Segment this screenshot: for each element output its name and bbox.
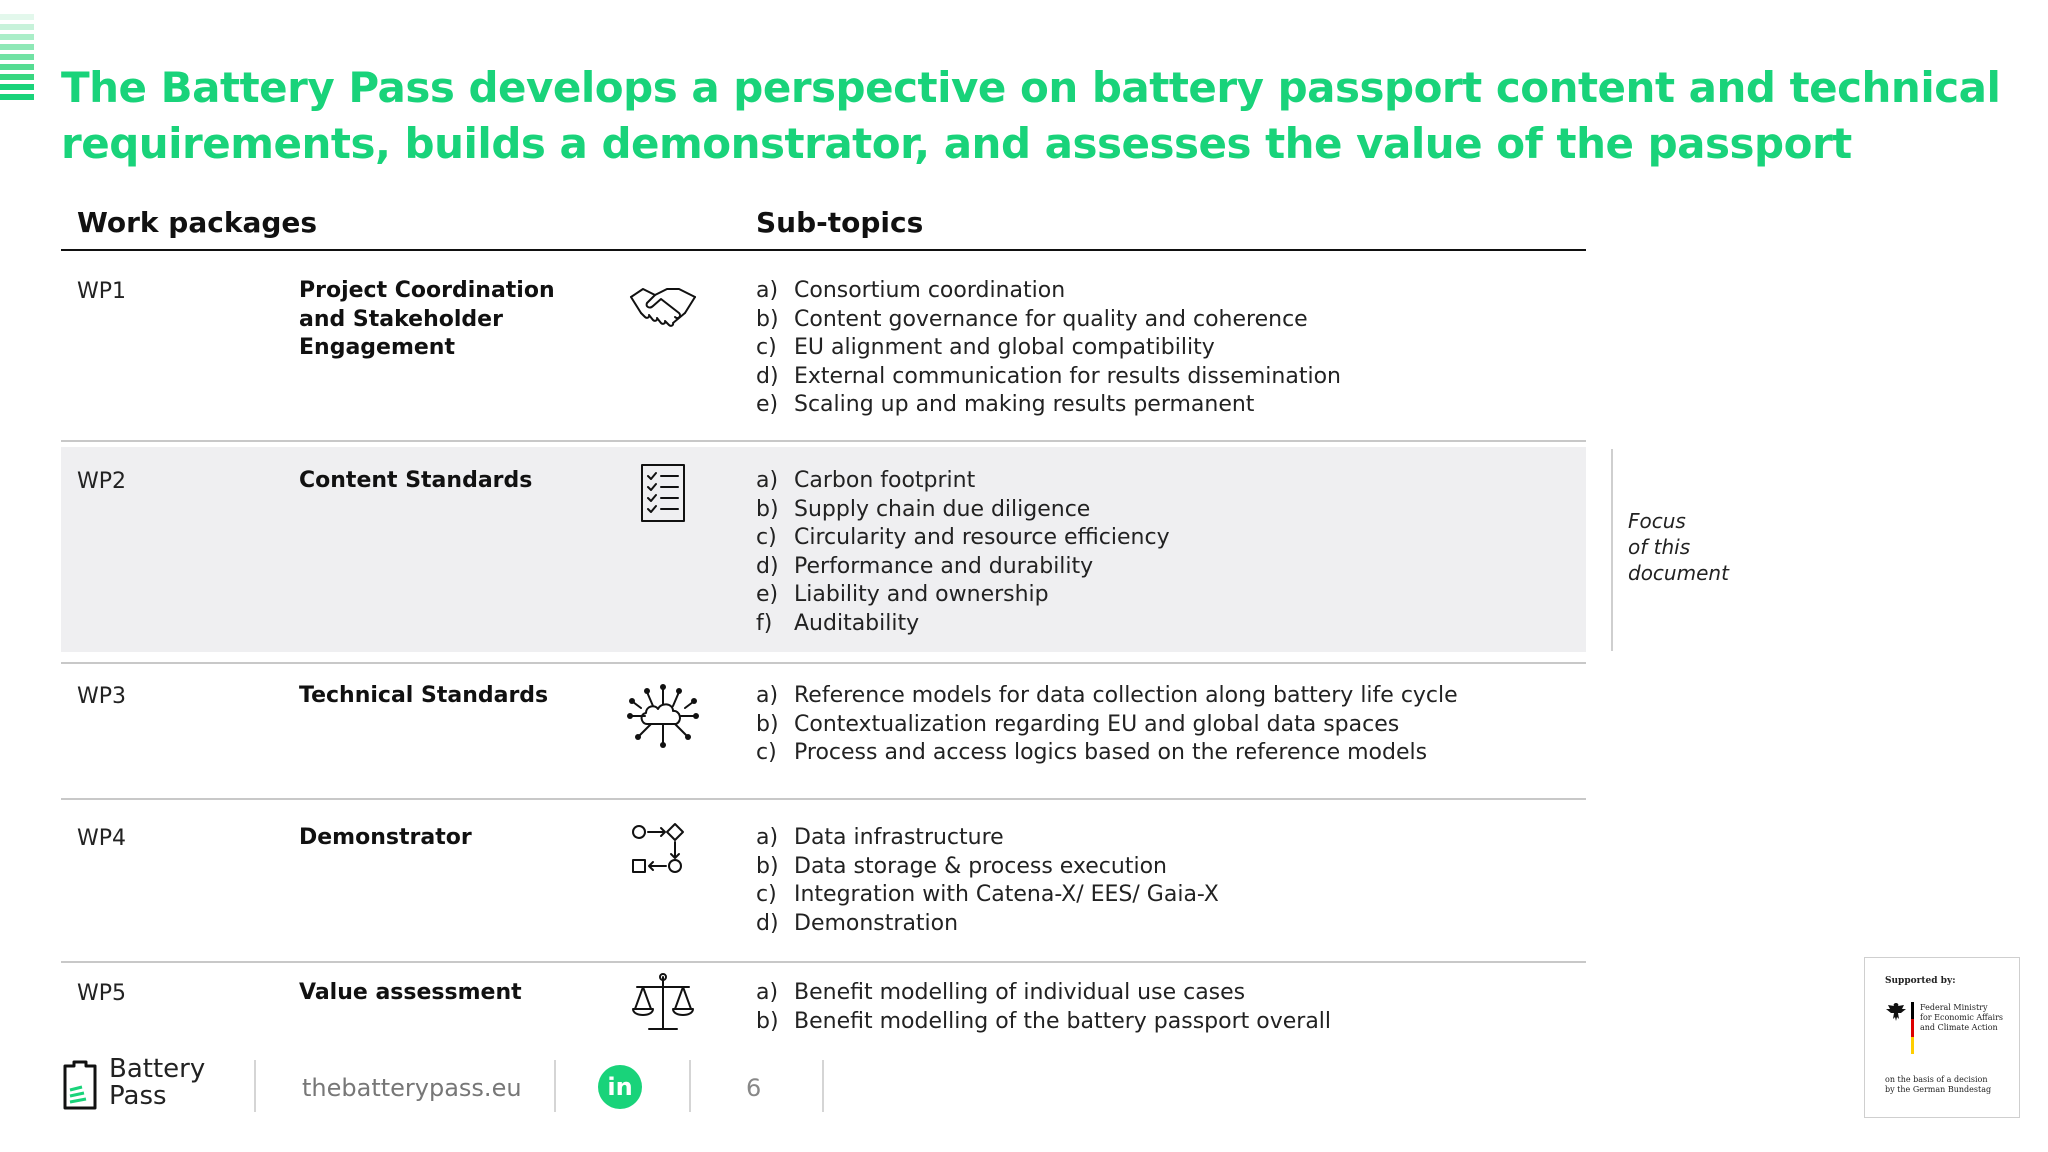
brand-name: Battery Pass: [109, 1054, 206, 1111]
stripe: [0, 84, 34, 90]
stripe: [0, 74, 34, 80]
list-item: c) Circularity and resource efficiency: [756, 525, 1170, 550]
linkedin-icon[interactable]: in: [598, 1065, 642, 1109]
list-item: a) Consortium coordination: [756, 278, 1066, 303]
page-number: 6: [746, 1074, 762, 1102]
stripe: [0, 24, 34, 30]
wp-id: WP5: [77, 981, 127, 1006]
wp-name: Technical Standards: [299, 683, 549, 708]
wp-id: WP1: [77, 279, 127, 304]
list-item: b) Supply chain due diligence: [756, 496, 1091, 522]
subtopic-list: [756, 467, 1170, 638]
balance-scale-icon: [623, 967, 703, 1047]
wp-id: WP3: [77, 684, 127, 709]
stripe: [0, 34, 34, 40]
list-item: a) Benefit modelling of individual use cases: [756, 980, 1246, 1005]
wp-id: WP2: [77, 469, 127, 494]
list-item: a) Carbon footprint: [756, 468, 976, 493]
table-row-wp3: [61, 664, 1586, 800]
cloud-network-icon: [623, 678, 703, 758]
list-item: b) Content governance for quality and coherence: [756, 306, 1308, 332]
list-item: c) Process and access logics based on the reference models: [756, 740, 1428, 765]
stripe: [0, 64, 34, 70]
list-item: b) Benefit modelling of the battery passport overall: [756, 1008, 1332, 1034]
wp-name: Value assessment: [299, 980, 522, 1005]
list-item: a) Data infrastructure: [756, 825, 1004, 850]
list-item: d) Demonstration: [756, 910, 959, 936]
list-item: c) Integration with Catena-X/ EES/ Gaia-X: [756, 882, 1219, 907]
footer-divider: [254, 1060, 256, 1112]
bundestag-note: on the basis of a decision by the German Bundestag: [1885, 1075, 1992, 1094]
list-item: d) External communication for results dissemination: [756, 363, 1341, 389]
stripe: [0, 94, 34, 100]
list-item: f) Auditability: [756, 610, 920, 636]
ministry-name: Federal Ministry for Economic Affairs and Climate Action: [1920, 1003, 2003, 1032]
subtopic-list: [756, 277, 1341, 420]
focus-note: Focus of this document: [1628, 509, 1729, 585]
list-item: c) EU alignment and global compatibility: [756, 335, 1215, 360]
list-item: a) Reference models for data collection along battery life cycle: [756, 683, 1458, 708]
ministry-support-badge: [1864, 957, 2020, 1118]
focus-bracket-line: [1611, 449, 1613, 651]
website-link[interactable]: thebatterypass.eu: [302, 1074, 522, 1102]
stripe: [0, 14, 34, 20]
list-item: b) Data storage & process execution: [756, 853, 1167, 879]
stripe: [0, 54, 34, 60]
battery-logo-icon: [62, 1060, 98, 1110]
wp-name: Project Coordination and Stakeholder Engagement: [299, 278, 555, 360]
work-packages-header: Work packages: [77, 206, 318, 239]
footer-divider: [689, 1060, 691, 1112]
supported-by-label: Supported by:: [1885, 976, 1956, 986]
stripe: [0, 44, 34, 50]
page-title: The Battery Pass develops a perspective on battery passport content and technical requirements, builds a demonstrator, and assesses the value of the passport: [61, 63, 2001, 168]
table-row-wp5: [61, 963, 1586, 1043]
wp-name: Content Standards: [299, 468, 533, 493]
table-row-wp1: [61, 251, 1586, 442]
row-divider: [61, 652, 1586, 664]
wp-name: Demonstrator: [299, 825, 472, 850]
wp-id: WP4: [77, 826, 127, 851]
german-flag: [1911, 1002, 1914, 1054]
checklist-icon: [623, 457, 703, 537]
footer-divider: [554, 1060, 556, 1112]
list-item: e) Liability and ownership: [756, 582, 1049, 607]
footer-divider: [822, 1060, 824, 1112]
decorative-stripes: [0, 14, 34, 104]
table-row-wp4: [61, 800, 1586, 963]
table-header: [61, 202, 1586, 251]
table-row-wp2: [61, 447, 1586, 652]
handshake-icon: [623, 267, 703, 347]
list-item: b) Contextualization regarding EU and global data spaces: [756, 711, 1400, 737]
subtopic-list: [756, 682, 1458, 768]
process-flow-icon: [623, 812, 703, 892]
list-item: d) Performance and durability: [756, 553, 1094, 579]
list-item: e) Scaling up and making results permanent: [756, 392, 1255, 417]
federal-eagle-icon: [1885, 1002, 1907, 1022]
subtopic-list: [756, 824, 1219, 938]
sub-topics-header: Sub-topics: [756, 206, 924, 239]
subtopic-list: [756, 979, 1331, 1036]
